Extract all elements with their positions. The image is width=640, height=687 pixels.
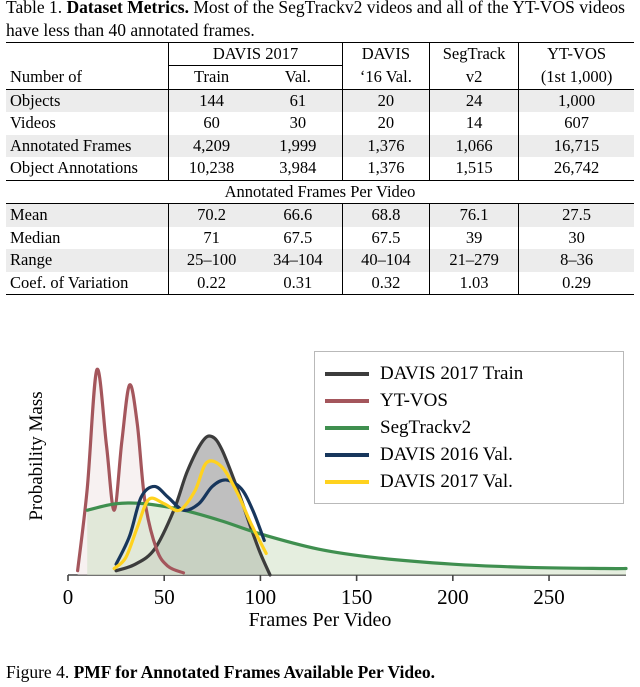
legend-swatch <box>325 453 369 457</box>
cell: 20 <box>342 112 429 134</box>
cell: 40–104 <box>342 249 429 271</box>
cell: 10,238 <box>169 157 254 180</box>
y-axis-label: Probability Mass <box>26 391 47 521</box>
cell: 20 <box>342 89 429 112</box>
x-axis-label: Frames Per Video <box>248 609 392 631</box>
header-segtrack: SegTrack <box>430 43 519 66</box>
table-header-row-2 <box>6 66 634 89</box>
cell: 26,742 <box>519 157 634 180</box>
header-davis2017: DAVIS 2017 <box>169 43 342 66</box>
header-davis16: DAVIS <box>342 43 429 66</box>
cell: 0.22 <box>169 272 254 295</box>
header-ytvos: YT-VOS <box>519 43 634 66</box>
legend-item <box>325 360 613 387</box>
x-tick-label: 0 <box>62 585 74 609</box>
legend-label: DAVIS 2017 Val. <box>380 470 513 492</box>
cell: 1,376 <box>342 135 429 157</box>
cell: 30 <box>289 113 307 133</box>
legend-swatch <box>325 480 369 484</box>
figure-caption-prefix: Figure 4. <box>6 662 70 682</box>
x-axis-ticks <box>63 575 565 609</box>
table-caption-text: Most of the SegTrackv2 videos and all of the YT-VOS videos have less than 40 annotated frames. <box>6 0 625 40</box>
x-tick-label: 100 <box>244 585 277 609</box>
row-label: Annotated Frames <box>10 135 132 155</box>
legend-item <box>325 387 613 414</box>
cell: 76.1 <box>430 204 519 227</box>
cell: 0.31 <box>254 272 342 295</box>
header-davis16-val: ‘16 Val. <box>342 66 429 89</box>
cell: 4,209 <box>169 135 254 157</box>
cell: 144 <box>169 89 254 112</box>
row-label: Coef. of Variation <box>6 272 169 295</box>
table-row <box>6 227 634 249</box>
cell: 0.29 <box>519 272 634 295</box>
cell: 66.6 <box>283 205 313 225</box>
cell: 68.8 <box>342 204 429 227</box>
row-label: Range <box>10 250 53 270</box>
legend-swatch <box>325 426 369 430</box>
x-tick-label: 250 <box>533 585 565 609</box>
cell: 61 <box>289 90 307 110</box>
header-number-of: Number of <box>6 66 169 89</box>
table-caption-prefix: Table 1. <box>6 0 63 17</box>
cell: 60 <box>169 112 254 134</box>
cell: 34–104 <box>273 250 323 270</box>
cell: 8–36 <box>519 249 634 271</box>
cell: 21–279 <box>430 249 519 271</box>
header-val: Val. <box>254 66 342 89</box>
table-row <box>6 204 634 227</box>
legend-label: YT-VOS <box>380 389 448 411</box>
legend-item <box>325 441 613 468</box>
pmf-figure <box>0 337 640 647</box>
figure-caption <box>6 662 634 683</box>
table-section-header <box>6 180 634 203</box>
cell: 67.5 <box>342 227 429 249</box>
cell: 30 <box>519 227 634 249</box>
dataset-metrics-table <box>6 42 634 295</box>
cell: 1,999 <box>279 135 317 155</box>
cell: 14 <box>430 112 519 134</box>
row-label: Objects <box>10 90 61 110</box>
row-label: Videos <box>10 113 56 133</box>
series-fill <box>87 503 626 575</box>
table-row <box>6 135 634 157</box>
legend-label: SegTrackv2 <box>380 416 472 438</box>
legend-label: DAVIS 2017 Train <box>380 362 524 384</box>
x-tick-label: 200 <box>437 585 469 609</box>
cell: 27.5 <box>519 204 634 227</box>
row-label: Object Annotations <box>6 157 169 180</box>
section-label: Annotated Frames Per Video <box>6 180 634 203</box>
header-segtrack-v2: v2 <box>430 66 519 89</box>
cell: 1,376 <box>342 157 429 180</box>
figure-caption-title: PMF for Annotated Frames Available Per Video. <box>69 662 436 682</box>
cell: 0.32 <box>342 272 429 295</box>
cell: 3,984 <box>254 157 342 180</box>
table-row <box>6 249 634 271</box>
x-tick-label: 150 <box>340 585 373 609</box>
cell: 1,000 <box>519 89 634 112</box>
table-caption <box>6 0 634 42</box>
table-row <box>6 157 634 180</box>
cell: 1,515 <box>430 157 519 180</box>
cell: 16,715 <box>519 135 634 157</box>
legend-item <box>325 414 613 441</box>
table-row <box>6 89 634 112</box>
cell: 607 <box>519 112 634 134</box>
cell: 1.03 <box>430 272 519 295</box>
cell: 24 <box>430 89 519 112</box>
header-ytvos-first1000: (1st 1,000) <box>519 66 634 89</box>
chart-legend <box>314 351 624 504</box>
table-row <box>6 112 634 134</box>
legend-swatch <box>325 399 369 403</box>
table-row <box>6 272 634 295</box>
legend-label: DAVIS 2016 Val. <box>380 443 513 465</box>
legend-item <box>325 468 613 495</box>
legend-swatch <box>325 372 369 376</box>
row-label: Mean <box>10 205 48 225</box>
table-caption-title: Dataset Metrics. <box>66 0 189 17</box>
cell: 71 <box>169 227 254 249</box>
cell: 25–100 <box>169 249 254 271</box>
table-header-row-1 <box>6 43 634 66</box>
cell: 1,066 <box>430 135 519 157</box>
header-blank <box>6 43 169 66</box>
x-tick-label: 50 <box>153 585 175 609</box>
cell: 39 <box>430 227 519 249</box>
cell: 70.2 <box>169 204 254 227</box>
cell: 67.5 <box>283 227 313 247</box>
header-train: Train <box>169 66 254 89</box>
row-label: Median <box>10 227 61 247</box>
